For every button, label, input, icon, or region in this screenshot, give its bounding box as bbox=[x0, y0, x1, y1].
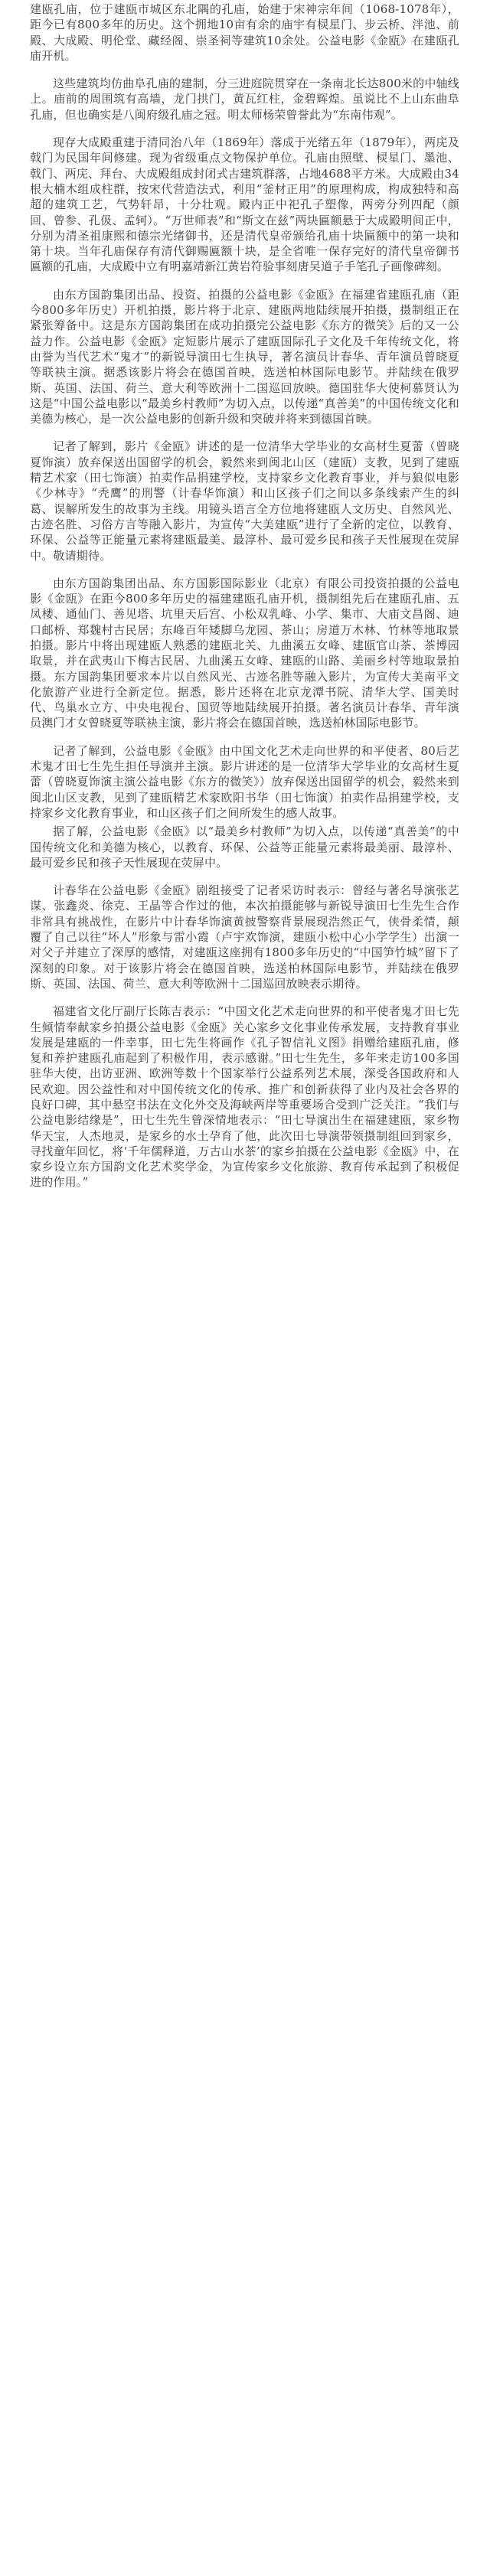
paragraph-official-remarks: 福建省文化厅副厅长陈吉表示：“中国文化艺术走向世界的和平使者鬼才田七先生倾情奉献家乡拍摄公益电影《金瓯》关心家乡文化事业传承发展，支持教育事业发展是建瓯的一件幸事，田七先生将画作《孔子智信礼义图》捐赠给建瓯孔庙，修复和养护建瓯孔庙起到了积极作用，表示感谢。”田七生先生，多年来走访100多国驻华大使，出访亚洲、欧洲等数十个国家举行公益系列艺术展，深受各国政府和人民欢迎。因公益性和对中国传统文化的传承、推广和创新获得了业内及社会各界的良好口碑，其中悬空书法在文化外交及海峡两岸等重要场合受到广泛关注。“我们与公益电影结缘是”，田七生先生曾深情地表示：“田七导演出生在福建建瓯，家乡物华天宝，人杰地灵，是家乡的水土孕育了他，此次田七导演带领摄制组回到家乡，寻找童年回忆，将‘千年儒释道，万古山水茶’的家乡拍摄在公益电影《金瓯》中，在家乡设立东方国韵文化艺术奖学金，为宣传家乡文化旅游、教育传承起到了积极促进的作用。” bbox=[30, 1004, 459, 1190]
paragraph-film-story-summary: 记者了解到，影片《金瓯》讲述的是一位清华大学毕业的女高材生夏蕾（曾晓夏饰演）放弃保送出国留学的机会，毅然来到闽北山区（建瓯）支教，见到了建瓯精艺术家（田七饰演）拍卖作品捐建学校，支持家乡文化教育事业，并与狼似电影《少林寺》“秃鹰”的刑警（计春华饰演）和山区孩子们之间以多条线索产生的纠葛、误解所发生的故事为主线。用镜头语言全方位地将建瓯人文历史、自然风光、古迹名胜、习俗方言等融入影片，为宣传“大美建瓯”进行了全新的定位，以教育、环保、公益等正能量元素将建瓯最美、最淳朴、最可爱乡民和孩子天性展现在荧屏中。敬请期待。 bbox=[30, 439, 459, 563]
paragraph-filming-locations: 由东方国韵集团出品、东方国影国际影业（北京）有限公司投资拍摄的公益电影《金瓯》在距今800多年历史的福建建瓯孔庙开机，摄制组先后在建瓯孔庙、五凤楼、通仙门、善见塔、坑里天后宫、小松双乳峰、小学、集市、大庙文昌阁、迪口邮桥、郑魏村古民居；东峰百年矮脚乌龙园、茶山；房道万木林、竹林等地取景拍摄。影片中将出现建瓯人熟悉的建瓯北关、九曲溪五女峰、建瓯官山茶、茶博园取景，并在武夷山下梅古民居、九曲溪五女峰、建瓯的山路、美丽乡村等地取景拍摄。东方国韵集团要求本片以自然风光、古迹名胜等融入影片，为宣传大美南平文化旅游产业进行全新定位。据悉，影片还将在北京龙潭书院、清华大学、国美时代、鸟巢水立方、中央电视台、国贸等地陆续展开拍摄。著名演员计春华、青年演员澳门才女曾晓夏等联袂主演，影片将会在德国首映，选送柏林国际电影节。 bbox=[30, 576, 459, 730]
paragraph-film-theme: 据了解，公益电影《金瓯》以“最美乡村教师”为切入点，以传递“真善美”的中国传统文化和美德为核心，以教育、环保、公益等正能量元素将最美丽、最淳朴、最可爱乡民和孩子天性展现在荧屏中。 bbox=[30, 824, 459, 870]
paragraph-actor-interview: 计春华在公益电影《金瓯》剧组接受了记者采访时表示：曾经与著名导演张艺谋、张鑫炎、徐克、王晶等合作过的他，本次拍摄能够与新锐导演田七生先生合作非常具有挑战性，在影片中计春华饰演黄披警察背景展现浩然正气，侠骨柔情，颠覆了自己以往“坏人”形象与雷小霞（卢宇欢饰演，建瓯小松中心小学学生）出演一对父子并建立了深厚的感情，对建瓯这座拥有1800多年历史的“中国笋竹城”留下了深刻的印象。对于该影片将会在德国首映，选送柏林国际电影节，并陆续在俄罗斯、英国、法国、荷兰、意大利等欧洲十二国巡回放映表示期待。 bbox=[30, 883, 459, 991]
paragraph-dacheng-hall-history: 现存大成殿重建于清同治八年（1869年）落成于光绪五年（1879年），两庑及戟门为民国年间修建。现为省级重点文物保护单位。孔庙由照壁、棂星门、墨池、戟门、两庑、拜台、大成殿组成封闭式古建筑群落，占地4688平方米。大成殿由34根大楠木组成柱群，按宋代营造法式，利用“釜材正用”的原理构成，构成独特和高超的建筑工艺，气势轩昂，十分壮观。殿内正中祀孔子塑像，两旁分列四配（颜回、曾参、孔伋、孟轲）。“万世师表”和“斯文在兹”两块匾额悬于大成殿明间正中，分别为清圣祖康熙和德宗光绪御书，还是清代皇帝颁给孔庙十块匾额中的第一块和第十块。当年孔庙保存有清代御赐匾额十块，是全省唯一保存完好的清代皇帝御书匾额的孔庙，大成殿中立有明嘉靖新江黄岩符验事刻唐吴道子手笔孔子画像碑刻。 bbox=[30, 135, 459, 274]
paragraph-temple-layout: 这些建筑均仿曲阜孔庙的建制，分三进庭院贯穿在一条南北长达800米的中轴线上。庙前的周围筑有高墙，龙门拱门，黄瓦红柱，金碧辉煌。虽说比不上山东曲阜孔庙，但也确实是八闽府级孔庙之冠。明太师杨荣曾誉此为“东南伟观”。 bbox=[30, 77, 459, 122]
paragraph-film-production-announcement: 由东方国韵集团出品、投资、拍摄的公益电影《金瓯》在福建省建瓯孔庙（距今800多年历史）开机拍摄，影片将于北京、建瓯两地陆续展开拍摄，摄制组正在紧张筹备中。这是东方国韵集团在成功拍摄完公益电影《东方的微笑》后的又一公益力作。公益电影《金瓯》定短影片展示了建瓯国际孔子文化及千年传统文化，将由誉为当代艺术“鬼才”的新锐导演田七生执导，著名演员计春华、青年演员曾晓夏等联袂主演。据悉该影片将会在德国首映，选送柏林国际电影节。并陆续在俄罗斯、英国、法国、荷兰、意大利等欧洲十二国巡回放映。德国驻华大使柯慕贤认为这是“中国公益电影以“最美乡村教师”为切入点，以传递“真善美”的中国传统文化和美德为核心，是一次公益电影的创新升级和突破并将来到德国首映。 bbox=[30, 287, 459, 426]
paragraph-confucius-temple-intro: 建瓯孔庙，位于建瓯市城区东北隅的孔庙，始建于宋神宗年间（1068-1078年），距今已有800多年的历史。这个拥地10亩有余的庙宇有棂星门、步云桥、泮池、前殿、大成殿、明伦堂、藏经阁、崇圣祠等建筑10余处。公益电影《金瓯》在建瓯孔庙开机。 bbox=[30, 2, 459, 63]
paragraph-director-and-plot: 记者了解到，公益电影《金瓯》由中国文化艺术走向世界的和平使者、80后艺术鬼才田七生先生担任导演并主演。影片讲述的是一位清华大学毕业的女高材生夏蕾（曾晓夏饰演主演公益电影《东方的微笑》）放弃保送出国留学的机会，毅然来到闽北山区支教，见到了建瓯精艺术家欧阳书华（田七饰演）拍卖作品捐建学校，支持家乡文化教育事业，和山区孩子们之间所发生的感人故事。 bbox=[30, 743, 459, 820]
